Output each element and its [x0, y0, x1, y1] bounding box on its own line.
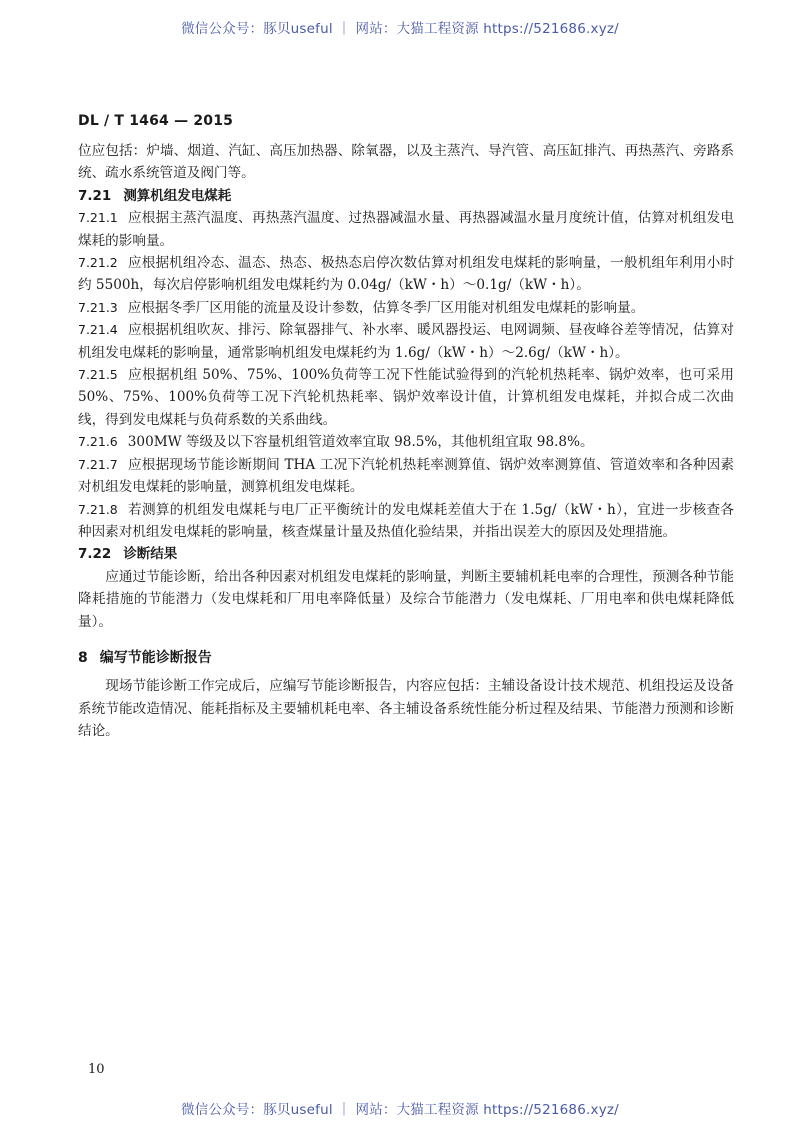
section-number: 7.22: [78, 546, 112, 563]
document-body: [78, 140, 734, 743]
continued-paragraph: 位应包括：炉墙、烟道、汽缸、高压加热器、除氧器，以及主蒸汽、导汽管、高压缸排汽、再热蒸汽、旁路系统、疏水系统管道及阀门等。: [78, 143, 734, 182]
section-number: 7.21: [78, 187, 112, 204]
clause-7-21-8: [78, 499, 734, 544]
clause-7-21-3: [78, 297, 734, 319]
clause-number: 7.21.1: [78, 210, 118, 226]
section-title: 诊断结果: [123, 546, 178, 563]
clause-number: 7.21.7: [78, 456, 118, 472]
clause-text: 应根据机组吹灰、排污、除氧器排气、补水率、暖风器投运、电网调频、昼夜峰谷差等情况，估算对机组发电煤耗的影响量，通常影响机组发电煤耗约为 1.6g/（kW・h）～2.6g/（kW・h）。: [78, 322, 734, 361]
chapter-title: 编写节能诊断报告: [99, 649, 212, 666]
clause-text: 300MW 等级及以下容量机组管道效率宜取 98.5%，其他机组宜取 98.8%。: [127, 434, 594, 451]
clause-7-21-1: [78, 207, 734, 252]
clause-7-21-6: [78, 431, 734, 453]
clause-7-21-2: [78, 252, 734, 297]
watermark-bottom: 微信公众号：豚贝useful ｜ 网站：大猫工程资源 https://521686.xyz/: [181, 1102, 619, 1118]
section-title: 测算机组发电煤耗: [123, 187, 232, 204]
clause-number: 7.21.4: [78, 322, 118, 338]
clause-text: 应根据冬季厂区用能的流量及设计参数，估算冬季厂区用能对机组发电煤耗的影响量。: [127, 299, 645, 316]
clause-number: 7.21.6: [78, 434, 118, 450]
clause-text: 应根据主蒸汽温度、再热蒸汽温度、过热器减温水量、再热器减温水量月度统计值，估算对机组发电煤耗的影响量。: [78, 210, 734, 249]
chapter-heading-8: [78, 647, 734, 669]
clause-7-21-5: [78, 364, 734, 431]
section-heading-7-22: [78, 543, 734, 565]
clause-7-21-7: [78, 454, 734, 499]
clause-number: 7.21.8: [78, 501, 118, 517]
clause-number: 7.21.2: [78, 255, 118, 271]
page-number: 10: [88, 1062, 105, 1077]
paragraph-7-22: 应通过节能诊断，给出各种因素对机组发电煤耗的影响量，判断主要辅机耗电率的合理性，预测各种节能降耗措施的节能潜力（发电煤耗和厂用电率降低量）及综合节能潜力（发电煤耗、厂用电率和供电煤耗降低量）。: [78, 568, 734, 630]
clause-text: 若测算的机组发电煤耗与电厂正平衡统计的发电煤耗差值大于在 1.5g/（kW・h），宜进一步核查各种因素对机组发电煤耗的影响量，核查煤量计量及热值化验结果，并指出误差大的原因及处理措施。: [78, 501, 734, 540]
chapter-number: 8: [78, 649, 88, 666]
clause-text: 应根据机组冷态、温态、热态、极热态启停次数估算对机组发电煤耗的影响量，一般机组年利用小时约 5500h，每次启停影响机组发电煤耗约为 0.04g/（kW・h）～0.1g/（kW・h）。: [78, 255, 734, 294]
paragraph-8: 现场节能诊断工作完成后，应编写节能诊断报告，内容应包括：主辅设备设计技术规范、机组投运及设备系统节能改造情况、能耗指标及主要辅机耗电率、各主辅设备系统性能分析过程及结果、节能潜力预测和诊断结论。: [78, 678, 734, 740]
clause-7-21-4: [78, 319, 734, 364]
clause-number: 7.21.5: [78, 367, 118, 383]
document-code: DL / T 1464 — 2015: [78, 113, 234, 129]
clause-text: 应根据现场节能诊断期间 THA 工况下汽轮机热耗率测算值、锅炉效率测算值、管道效率和各种因素对机组发电煤耗的影响量，测算机组发电煤耗。: [78, 456, 734, 496]
clause-number: 7.21.3: [78, 299, 118, 315]
watermark-top: 微信公众号：豚贝useful ｜ 网站：大猫工程资源 https://521686.xyz/: [181, 21, 619, 37]
section-heading-7-21: [78, 185, 734, 207]
clause-text: 应根据机组 50%、75%、100%负荷等工况下性能试验得到的汽轮机热耗率、锅炉效率，也可采用 50%、75%、100%负荷等工况下汽轮机热耗率、锅炉效率设计值，计算机组发电煤耗，并拟合成二次曲线，得到发电煤耗与负荷系数的关系曲线。: [78, 367, 734, 428]
